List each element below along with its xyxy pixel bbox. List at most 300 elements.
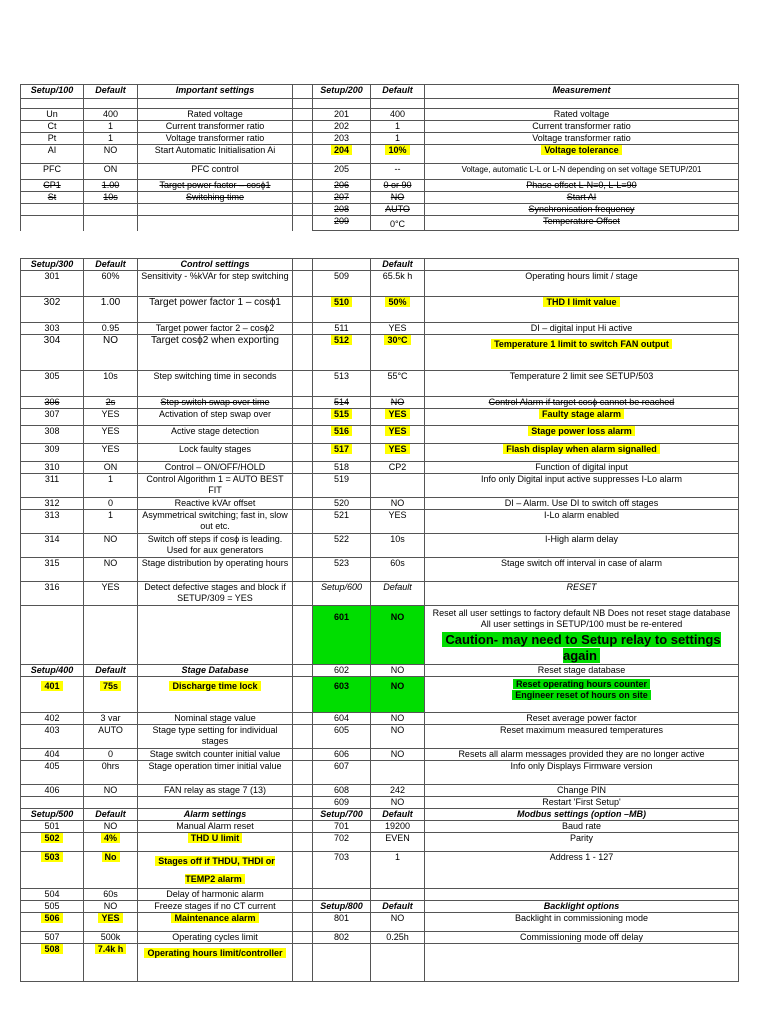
table-row [21,164,739,180]
cell: 500k [84,932,138,944]
cell: 609 [313,797,371,809]
header-default: Default [84,259,138,271]
cell: 801 [313,913,371,932]
cell: NO [84,821,138,833]
header-backlight-options: Backlight options [425,901,739,913]
cell: FAN relay as stage 7 (13) [138,785,293,797]
cell: 1 [84,133,138,145]
cell: Freeze stages if no CT current [138,901,293,913]
cell: 10s [84,192,138,204]
cell: Backlight in commissioning mode [425,913,739,932]
header-measurement: Measurement [425,85,739,99]
table-row [21,397,739,409]
cell: Info only Displays Firmware version [425,761,739,785]
cell: Parity [425,833,739,852]
cell: 404 [21,749,84,761]
table-row [21,192,739,204]
table-row [21,665,739,677]
cell: Stage operation timer initial value [138,761,293,785]
table-row [21,335,739,371]
cell: NO [371,677,425,713]
header-spacer [293,85,313,99]
header-default: Default [371,809,425,821]
cell-highlight [371,145,425,164]
cell: Change PIN [425,785,739,797]
setup-100-200-table [20,84,739,231]
cell-text: Stage power loss alarm [528,426,635,436]
cell-text: 517 [331,444,352,454]
table-row [21,932,739,944]
cell: Nominal stage value [138,713,293,725]
cell: 0°C [371,216,425,231]
cell: Pt [21,133,84,145]
cell: NO [84,558,138,582]
table1-blank-row [21,99,739,109]
header-default: Default [84,809,138,821]
cell: Synchronisation frequency [425,204,739,216]
cell: Asymmetrical switching; fast in, slow out etc. [138,510,293,534]
cell: 60s [84,889,138,901]
cell-text: 510 [331,297,352,307]
cell-text: 508 [41,944,62,954]
table-row [21,749,739,761]
cell: NO [371,397,425,409]
table-row [21,426,739,444]
cell: Step switching time in seconds [138,371,293,397]
cell-text: Maintenance alarm [171,913,258,923]
caution-note: Caution- may need to Setup relay to settings again [442,632,720,663]
cell-text: Operating hours limit/controller [144,948,285,958]
cell: Resets all alarm messages provided they are no longer active [425,749,739,761]
table-row [21,913,739,932]
table-row [21,606,739,665]
table-row [21,809,739,821]
header-stage-database: Stage Database [138,665,293,677]
table1-header-row [21,85,739,99]
cell: 316 [21,582,84,606]
table-row [21,323,739,335]
cell-text: 502 [41,833,62,843]
cell: DI – Alarm. Use DI to switch off stages [425,498,739,510]
cell: Reset maximum measured temperatures [425,725,739,749]
cell-text: Voltage tolerance [541,145,621,155]
cell: YES [371,510,425,534]
table-row [21,901,739,913]
cell: 10s [371,534,425,558]
cell: AUTO [84,725,138,749]
cell: 60% [84,271,138,297]
table-row [21,474,739,498]
cell-text: 503 [41,852,62,862]
cell-text: Reset all user settings to factory default NB Does not reset stage database All user settings in SETUP/100 must be re-entered [432,608,731,629]
cell: 605 [313,725,371,749]
header-setup500: Setup/500 [21,809,84,821]
cell-text: 515 [331,409,352,419]
cell: 519 [313,474,371,498]
cell: 608 [313,785,371,797]
cell: 314 [21,534,84,558]
cell: 0.95 [84,323,138,335]
cell-text: 50% [385,297,409,307]
cell: 0hrs [84,761,138,785]
cell: Ct [21,121,84,133]
cell: 518 [313,462,371,474]
table-row [21,713,739,725]
cell-text: 7.4k h [95,944,127,954]
cell: Activation of step swap over [138,409,293,426]
cell: Target power factor 2 – cosϕ2 [138,323,293,335]
cell: Voltage, automatic L-L or L-N depending on set voltage SETUP/201 [425,164,739,180]
cell-text: THD I limit value [543,297,619,307]
cell: 521 [313,510,371,534]
header-setup600: Setup/600 [313,582,371,606]
cell: Detect defective stages and block if SETUP/309 = YES [138,582,293,606]
cell: 0 [84,498,138,510]
cell: YES [371,323,425,335]
cell: 604 [313,713,371,725]
table-row [21,725,739,749]
cell: NO [371,606,425,665]
cell: 60s [371,558,425,582]
cell: 406 [21,785,84,797]
cell: NO [84,534,138,558]
cell: NO [84,335,138,371]
cell: Voltage transformer ratio [138,133,293,145]
table-row [21,677,739,713]
engineer-note: Engineer reset of hours on site [512,690,651,700]
cell: Stage switch counter initial value [138,749,293,761]
cell: 308 [21,426,84,444]
header-default: Default [371,901,425,913]
cell: 202 [313,121,371,133]
cell [293,133,313,145]
cell: 511 [313,323,371,335]
cell: ON [84,462,138,474]
cell: YES [84,409,138,426]
cell: 3 var [84,713,138,725]
cell: Stage type setting for individual stages [138,725,293,749]
cell [293,180,313,192]
cell: 514 [313,397,371,409]
table-row [21,444,739,462]
table2-header-row [21,259,739,271]
cell: Current transformer ratio [425,121,739,133]
cell: Step switch swap over time [138,397,293,409]
cell-highlight [425,145,739,164]
cell: Reactive kVAr offset [138,498,293,510]
table-row [21,821,739,833]
cell-highlight [313,145,371,164]
cell: ON [84,164,138,180]
cell [293,145,313,164]
cell: Rated voltage [138,109,293,121]
cell: I-Lo alarm enabled [425,510,739,534]
table-row [21,498,739,510]
table-row [21,582,739,606]
table-row [21,534,739,558]
cell: NO [84,785,138,797]
cell-text: 512 [331,335,352,345]
cell: 703 [313,852,371,889]
table-row [21,271,739,297]
cell: 802 [313,932,371,944]
cell: 523 [313,558,371,582]
table-row [21,889,739,901]
cell-text: 10% [385,145,409,155]
cell-text: THD U limit [188,833,243,843]
cell: 306 [21,397,84,409]
cell: Operating cycles limit [138,932,293,944]
header-default: Default [371,582,425,606]
cell: 207 [313,192,371,204]
cell: CP1 [21,180,84,192]
cell: -- [371,164,425,180]
cell: 304 [21,335,84,371]
cell: 402 [21,713,84,725]
cell: Start Automatic Initialisation Ai [138,145,293,164]
cell: 0 or 90 [371,180,425,192]
cell-text: 4% [101,833,120,843]
cell: NO [371,498,425,510]
cell: AI [21,145,84,164]
cell: Stage distribution by operating hours [138,558,293,582]
cell: Temperature Offset [425,216,739,231]
cell: 307 [21,409,84,426]
cell: Voltage transformer ratio [425,133,739,145]
cell: 504 [21,889,84,901]
cell: 55°C [371,371,425,397]
cell: 702 [313,833,371,852]
cell: 606 [313,749,371,761]
cell: Reset average power factor [425,713,739,725]
cell: PFC control [138,164,293,180]
cell: 65.5k h [371,271,425,297]
cell-text: 516 [331,426,352,436]
cell: 311 [21,474,84,498]
cell: Target power factor – cosϕ1 [138,180,293,192]
cell: Info only Digital input active suppresses I-Lo alarm [425,474,739,498]
cell [293,164,313,180]
cell: AUTO [371,204,425,216]
table-row [21,510,739,534]
cell: Active stage detection [138,426,293,444]
cell: 310 [21,462,84,474]
cell-text: 506 [41,913,62,923]
cell-text: 204 [331,145,352,155]
cell: YES [84,582,138,606]
cell: 201 [313,109,371,121]
cell: Manual Alarm reset [138,821,293,833]
cell: 0.25h [371,932,425,944]
cell: 505 [21,901,84,913]
cell: Function of digital input [425,462,739,474]
header-setup700: Setup/700 [313,809,371,821]
cell: Commissioning mode off delay [425,932,739,944]
table-row [21,371,739,397]
cell: 602 [313,665,371,677]
cell: 1 [84,510,138,534]
cell: NO [371,749,425,761]
cell: 206 [313,180,371,192]
cell-text: No [102,852,120,862]
cell: Rated voltage [425,109,739,121]
cell [371,761,425,785]
cell: 0 [84,749,138,761]
cell: 603 [313,677,371,713]
cell: Current transformer ratio [138,121,293,133]
cell: 205 [313,164,371,180]
header-control-settings: Control settings [138,259,293,271]
cell: DI – digital input Hi active [425,323,739,335]
cell: 400 [371,109,425,121]
cell: 601 [313,606,371,665]
cell-text: YES [385,444,409,454]
cell: Un [21,109,84,121]
cell [293,192,313,204]
cell: 10s [84,371,138,397]
cell: 520 [313,498,371,510]
header-modbus-settings: Modbus settings (option –MB) [425,809,739,821]
cell: 309 [21,444,84,462]
cell: Start AI [425,192,739,204]
table-row [21,944,739,982]
cell: 208 [313,204,371,216]
cell: Control Alarm if target cosϕ cannot be reached [425,397,739,409]
table-row [21,109,739,121]
cell: Restart 'First Setup' [425,797,739,809]
cell: Lock faulty stages [138,444,293,462]
cell: 509 [313,271,371,297]
cell: Target cosϕ2 when exporting [138,335,293,371]
cell-text: Discharge time lock [169,681,260,691]
cell-text: Flash display when alarm signalled [503,444,660,454]
cell: 305 [21,371,84,397]
cell: CP2 [371,462,425,474]
cell: Control – ON/OFF/HOLD [138,462,293,474]
header-default: Default [84,85,138,99]
cell: Sensitivity - %kVAr for step switching [138,271,293,297]
table-row [21,409,739,426]
cell: 315 [21,558,84,582]
header-default: Default [371,85,425,99]
cell-text: Faulty stage alarm [539,409,624,419]
cell: 1.00 [84,297,138,323]
cell-text: 30°C [384,335,410,345]
cell: 1 [371,852,425,889]
cell: 1 [371,121,425,133]
cell: NO [84,145,138,164]
table-row [21,145,739,164]
table-row [21,297,739,323]
cell: Temperature 2 limit see SETUP/503 [425,371,739,397]
table-row [21,852,739,889]
cell: NO [371,713,425,725]
cell [293,121,313,133]
cell: NO [84,901,138,913]
setup-300-800-table [20,258,739,982]
cell-text: Stages off if THDU, THDI or TEMP2 alarm [155,856,275,884]
table-row [21,121,739,133]
cell: PFC [21,164,84,180]
cell-text: YES [385,426,409,436]
cell: 522 [313,534,371,558]
cell: 403 [21,725,84,749]
cell: 242 [371,785,425,797]
cell: Control Algorithm 1 = AUTO BEST FIT [138,474,293,498]
cell: 313 [21,510,84,534]
cell: 209 [313,216,371,231]
cell: Stage switch off interval in case of alarm [425,558,739,582]
cell: Reset stage database [425,665,739,677]
cell: Phase offset L-N=0, L-L=90 [425,180,739,192]
cell: 507 [21,932,84,944]
cell: 312 [21,498,84,510]
cell-text: YES [385,409,409,419]
table-row [21,180,739,192]
cell: 1 [84,121,138,133]
cell: 19200 [371,821,425,833]
header-alarm-settings: Alarm settings [138,809,293,821]
cell: 302 [21,297,84,323]
cell: 1.00 [84,180,138,192]
cell-text: 401 [41,681,62,691]
cell: Delay of harmonic alarm [138,889,293,901]
table-row [21,558,739,582]
cell: 1 [84,474,138,498]
cell: 501 [21,821,84,833]
cell-text: YES [98,913,122,923]
cell-text: 75s [100,681,121,691]
header-reset: RESET [425,582,739,606]
table-row [21,462,739,474]
cell: 301 [21,271,84,297]
table-row [21,833,739,852]
cell: NO [371,725,425,749]
cell: 701 [313,821,371,833]
cell: Switch off steps if cosϕ is leading. Used for aux generators [138,534,293,558]
cell: Baud rate [425,821,739,833]
table-row [21,204,739,216]
cell: 513 [313,371,371,397]
header-setup300: Setup/300 [21,259,84,271]
header-setup200: Setup/200 [313,85,371,99]
cell: NO [371,797,425,809]
table-row [21,785,739,797]
table-row [21,216,739,231]
header-setup400: Setup/400 [21,665,84,677]
header-default: Default [371,259,425,271]
cell: 2s [84,397,138,409]
cell [371,474,425,498]
cell: NO [371,665,425,677]
cell: NO [371,913,425,932]
header-default: Default [84,665,138,677]
table-row [21,797,739,809]
table-row [21,761,739,785]
cell: I-High alarm delay [425,534,739,558]
cell: 405 [21,761,84,785]
cell: Target power factor 1 – cosϕ1 [138,297,293,323]
cell: NO [371,192,425,204]
header-important-settings: Important settings [138,85,293,99]
cell: YES [84,426,138,444]
cell-text: Reset operating hours counter [513,679,650,689]
cell: 303 [21,323,84,335]
cell: YES [84,444,138,462]
cell: Operating hours limit / stage [425,271,739,297]
cell: Switching time [138,192,293,204]
table-row [21,133,739,145]
